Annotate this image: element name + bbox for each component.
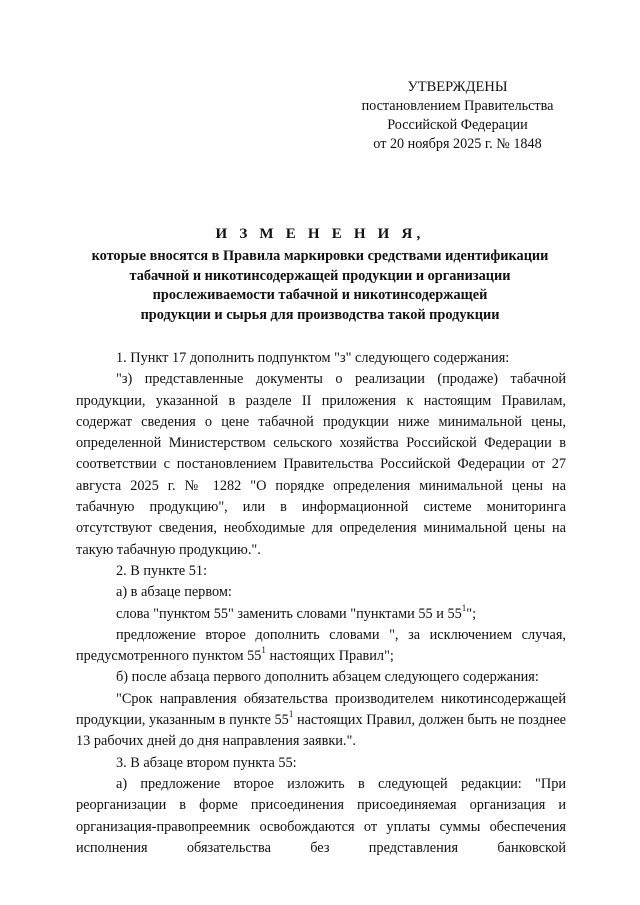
paragraph-text: настоящих Правил"; bbox=[265, 648, 394, 665]
paragraph-text: предложение второе дополнить словами ", за исключением случая, предусмотренного пунктом 55 bbox=[76, 626, 566, 665]
paragraph bbox=[76, 604, 566, 625]
paragraph: "з) представленные документы о реализации (продаже) табачной продукции, указанной в разделе II приложения к настоящим Правилам, содержат сведения о цене табачной продукции ниже минимальной цены, определенной Министерством сельского хозяйства Российской Федерации в соответствии с постановлением Правительства Российской Федерации от 27 августа 2025 г. № 1282 "О порядке определения минимальной цены на табачную продукцию", или в информационной системе мониторинга отсутствуют сведения, необходимые для определения минимальной цены на такую табачную продукцию.". bbox=[76, 371, 566, 558]
subtitle-line: прослеживаемости табачной и никотинсодержащей bbox=[152, 287, 488, 303]
document-title: И З М Е Н Е Н И Я, bbox=[215, 226, 425, 242]
approval-heading: УТВЕРЖДЕНЫ bbox=[407, 79, 508, 95]
paragraph: б) после абзаца первого дополнить абзацем следующего содержания: bbox=[116, 669, 539, 686]
subtitle-line: продукции и сырья для производства такой продукции bbox=[140, 306, 500, 323]
subtitle-line: которые вносятся в Правила маркировки средствами идентификации bbox=[91, 248, 549, 264]
paragraph: 1. Пункт 17 дополнить подпунктом "з" следующего содержания: bbox=[116, 350, 510, 366]
paragraph-text: слова "пунктом 55" заменить словами "пунктами 55 и 55 bbox=[116, 605, 462, 622]
paragraph: а) в абзаце первом: bbox=[116, 584, 232, 601]
document-body bbox=[76, 348, 566, 859]
paragraph-text: настоящих Правил, должен быть не позднее 13 рабочих дней до дня направления заявки.". bbox=[76, 712, 567, 750]
approval-line: Российской Федерации bbox=[387, 117, 528, 133]
paragraph bbox=[76, 625, 566, 668]
approval-line: постановлением Правительства bbox=[361, 98, 554, 114]
paragraph: а) предложение второе изложить в следующей редакции: "При реорганизации в форме присоединения присоединяемая организация и организация-правопреемник освобождаются от уплаты суммы обеспечения исполнения обязательства без представления банковской bbox=[76, 775, 566, 856]
paragraph bbox=[76, 689, 566, 753]
subtitle-line: табачной и никотинсодержащей продукции и организации bbox=[129, 267, 511, 284]
approval-block bbox=[340, 78, 575, 154]
paragraph: 3. В абзаце втором пункта 55: bbox=[116, 754, 297, 771]
superscript: 1 bbox=[288, 709, 294, 720]
superscript: 1 bbox=[261, 645, 266, 656]
approval-line: от 20 ноября 2025 г. № 1848 bbox=[373, 136, 542, 152]
document-subtitle bbox=[70, 247, 570, 325]
paragraph-text: "Срок направления обязательства производителем никотинсодержащей продукции, указанным в пункте 55 bbox=[76, 690, 566, 729]
superscript: 1 bbox=[461, 602, 467, 613]
paragraph: 2. В пункте 51: bbox=[116, 562, 208, 579]
paragraph-text: "; bbox=[466, 605, 477, 622]
